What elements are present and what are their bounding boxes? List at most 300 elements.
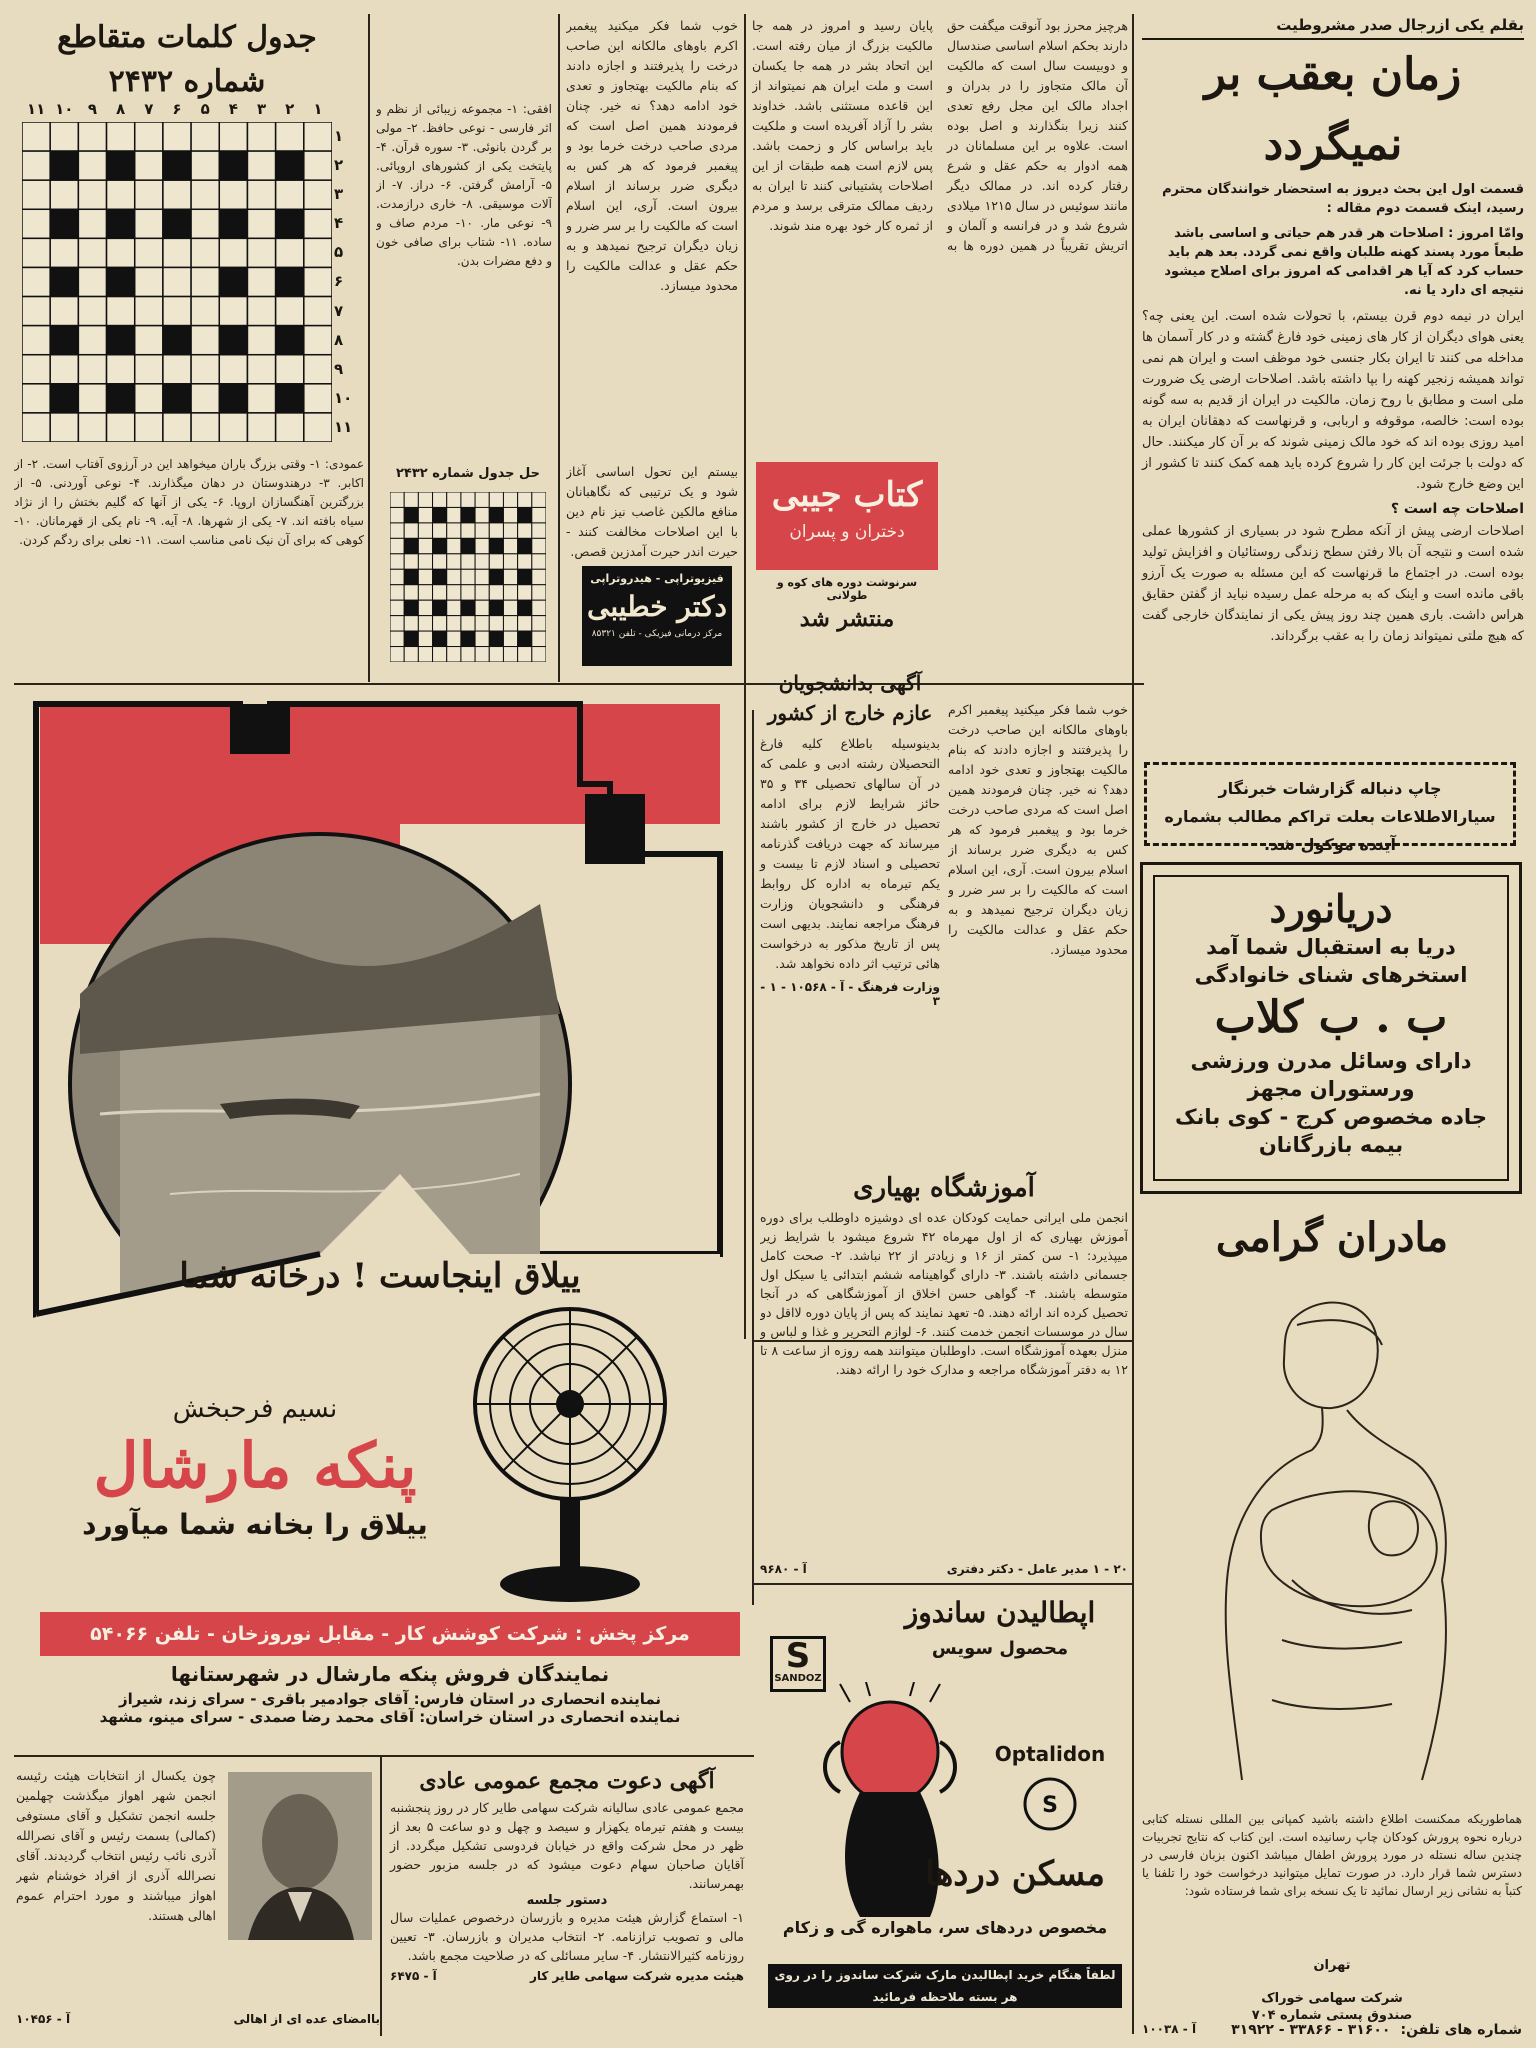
solution-cell <box>532 585 546 600</box>
solution-cell <box>390 631 404 646</box>
solution-cell <box>475 507 489 522</box>
crossword-cell[interactable] <box>276 209 304 238</box>
solution-cell <box>447 600 461 615</box>
solution-cell <box>503 538 517 553</box>
crossword-cell[interactable] <box>135 122 163 151</box>
crossword-cell[interactable] <box>78 297 106 326</box>
notice-box <box>1144 762 1516 854</box>
crossword-cell[interactable] <box>304 384 332 413</box>
solution-cell <box>447 647 461 662</box>
crossword-cell[interactable] <box>22 355 50 384</box>
crossword-cell[interactable] <box>191 122 219 151</box>
solution-cell <box>489 523 503 538</box>
crossword-cell[interactable] <box>135 267 163 296</box>
crossword-cell[interactable] <box>22 413 50 442</box>
solution-cell <box>503 585 517 600</box>
crossword-cell[interactable] <box>107 413 135 442</box>
crossword-cell[interactable] <box>135 180 163 209</box>
crossword-cell[interactable] <box>276 267 304 296</box>
solution-cell <box>447 585 461 600</box>
crossword-cell[interactable] <box>107 180 135 209</box>
crossword-cell[interactable] <box>191 297 219 326</box>
crossword-cell[interactable] <box>22 238 50 267</box>
rule <box>752 710 754 1605</box>
meeting-body: مجمع عمومی عادی سالیانه شرکت سهامی طایر کار در روز پنجشنبه بیست و هفتم تیرماه یکهزار و سیصد و چهل و دو ساعت ۵ بعد از ظهر در محل شرکت واقع در خیابان فردوسی تشکیل میگردد. از آقایان صاحبان سهام دعوت میشود که در جلسه مزبور حضور بهمرسانند. <box>390 1800 745 1891</box>
school-title: آموزشگاه بهیاری <box>853 1173 1035 1203</box>
crossword-cell[interactable] <box>22 384 50 413</box>
crossword-cell[interactable] <box>247 267 275 296</box>
crossword-cell[interactable] <box>107 355 135 384</box>
crossword-cell[interactable] <box>78 384 106 413</box>
svg-text:S: S <box>1042 1793 1058 1818</box>
article-closing-text: بیستم این تحول اساسی آغاز شود و یک ترتیبی که نگاهبانان منافع مالکین غاصب نیز نام دین با این اصلاحات مخالفت کنند - حیرت اندر حیرت آمدزین قصص. <box>566 464 738 559</box>
solution-cell <box>447 554 461 569</box>
solution-cell <box>475 600 489 615</box>
solution-cell <box>404 600 418 615</box>
crossword-cell[interactable] <box>219 151 247 180</box>
crossword-cell[interactable] <box>304 209 332 238</box>
crossword-cell[interactable] <box>135 355 163 384</box>
article-body-3: خوب شما فکر میکنید پیغمبر اکرم باوهای مالکانه این صاحب درخت را پذیرفتند و اجازه دادند که بنام مالکیت بهتجاوز و تعدی خود ادامه دهد؟ نه خیر. چنان فرمودند همین اصل است که مردی صاحب درخت خرما بود و پیغمبر فرمود که هر کس به دیگری ضرر برساند از اسلام بیرون است. آری، این اسلام است که مالکیت را بر سر ضرر و زیان دیگران ترجیح نمیدهد و به حکم عقل و عدالت مالکیت را محدود میسازد. <box>948 702 1128 957</box>
rule <box>14 1755 754 1757</box>
crossword-cell[interactable] <box>219 326 247 355</box>
crossword-cell[interactable] <box>247 180 275 209</box>
crossword-row-number: ۱۱ <box>334 417 353 436</box>
crossword-cell[interactable] <box>50 413 78 442</box>
crossword-cell[interactable] <box>247 238 275 267</box>
crossword-cell[interactable] <box>135 151 163 180</box>
crossword-cell[interactable] <box>276 297 304 326</box>
crossword-cell[interactable] <box>304 180 332 209</box>
solution-cell <box>461 631 475 646</box>
crossword-cell[interactable] <box>219 180 247 209</box>
crossword-cell[interactable] <box>50 238 78 267</box>
solution-cell <box>404 507 418 522</box>
sandoz-pill-icon <box>1022 1776 1078 1832</box>
editorial-lead: قسمت اول این بحث دیروز به استحضار خوانندگان محترم رسید، اینک قسمت دوم مقاله : <box>1162 182 1524 216</box>
meeting-agenda: ۱- استماع گزارش هیئت مدیره و بازرسان درخصوص عملیات سال مالی و تصویب ترازنامه. ۲- انتخاب مدیران و بازرسان. ۳- تعیین روزنامه کثیرالانتشار. ۴- سایر مسائلی که در صلاحیت مجمع باشد. <box>390 1910 744 1963</box>
pocket-books-sub: سرنوشت دوره های کوه و طولانی <box>776 576 918 602</box>
darianvard-ad <box>1140 862 1522 1194</box>
mothers-title: مادران گرامی <box>1215 1214 1449 1261</box>
crossword-cell[interactable] <box>276 384 304 413</box>
solution-cell <box>390 585 404 600</box>
crossword-cell[interactable] <box>247 297 275 326</box>
solution-cell <box>418 616 432 631</box>
solution-cell <box>489 600 503 615</box>
school-code: آ - ۹۶۸۰ <box>760 1562 807 1576</box>
crossword-cell[interactable] <box>191 355 219 384</box>
darianvard-title: دریانورد <box>1269 886 1393 931</box>
crossword-cell[interactable] <box>191 326 219 355</box>
rule <box>380 1756 382 2036</box>
rule <box>752 1583 1132 1585</box>
students-body: بدینوسیله باطلاع کلیه فارغ التحصیلان رشته ادبی و علمی که در آن سالهای تحصیلی ۳۴ و ۳۵ حائز شرایط لازم برای ادامه تحصیل در خارج از کشور باشند میرساند که جهت دریافت گذرنامه تحصیلی و اسناد لازم تا بیست و یکم تیرماه به اداره کل روابط فرهنگی و دانشجویان وزارت فرهنگ مراجعه نمایند. بدیهی است پس از تاریخ مذکور به درخواست هائی ترتیب اثر داده نخواهد شد. <box>760 736 941 971</box>
crossword-cell[interactable] <box>219 267 247 296</box>
crossword-row-number: ۸ <box>334 330 344 349</box>
fan-rep: نماینده انحصاری در استان فارس: آقای جوادمیر باقری - سرای زند، شیراز <box>118 1690 662 1708</box>
article-column <box>566 16 738 336</box>
article-body-2: خوب شما فکر میکنید پیغمبر اکرم باوهای مالکانه این صاحب درخت را پذیرفتند و اجازه دادند که بنام مالکیت بهتجاوز و تعدی خود ادامه دهد؟ نه خیر. چنان فرمودند همین اصل است که مردی صاحب درخت خرما بود و پیغمبر فرمود که هر کس به دیگری ضرر برساند از اسلام بیرون است. آری، این اسلام است که مالکیت را بر سر ضرر و زیان دیگران ترجیح نمیدهد و به حکم عقل و عدالت مالکیت را محدود میسازد. <box>566 18 738 293</box>
solution-cell <box>518 585 532 600</box>
solution-cell <box>489 585 503 600</box>
solution-cell <box>518 507 532 522</box>
crossword-cell[interactable] <box>22 151 50 180</box>
solution-cell <box>461 616 475 631</box>
crossword-cell[interactable] <box>22 297 50 326</box>
crossword-cell[interactable] <box>78 122 106 151</box>
rule <box>368 14 370 682</box>
doctor-specialty: فیزیوتراپی - هیدروتراپی <box>590 572 724 585</box>
pocket-books-banner <box>756 462 938 570</box>
crossword-cell[interactable] <box>107 151 135 180</box>
crossword-cell[interactable] <box>163 151 191 180</box>
notice-text: چاپ دنباله گزارشات خبرنگار سیارالاطلاعات بعلت تراکم مطالب بشماره آینده موکول شد. <box>1164 779 1496 854</box>
solution-cell <box>503 631 517 646</box>
crossword-column-number: ۱۰ <box>55 100 74 118</box>
solution-cell <box>404 523 418 538</box>
crossword-cell[interactable] <box>78 151 106 180</box>
crossword-cell[interactable] <box>163 180 191 209</box>
solution-cell <box>503 492 517 507</box>
solution-cell <box>532 600 546 615</box>
fan-brand: پنکه مارشال <box>93 1429 417 1502</box>
crossword-column-number: ۸ <box>116 100 126 118</box>
solution-cell <box>433 647 447 662</box>
solution-cell <box>475 616 489 631</box>
crossword-cell[interactable] <box>78 238 106 267</box>
crossword-cell[interactable] <box>50 151 78 180</box>
meeting-title: آگهی دعوت مجمع عمومی عادی <box>419 1768 715 1794</box>
crossword-cell[interactable] <box>163 267 191 296</box>
crossword-cell[interactable] <box>50 326 78 355</box>
solution-cell <box>489 631 503 646</box>
crossword-cell[interactable] <box>247 209 275 238</box>
crossword-column-number: ۴ <box>228 100 238 118</box>
fan-distributor: مرکز پخش : شرکت کوشش کار - مقابل نوروزخان - تلفن ۵۴۰۶۶ <box>40 1612 740 1656</box>
solution-cell <box>489 554 503 569</box>
crossword-cell[interactable] <box>247 151 275 180</box>
crossword-cell[interactable] <box>191 238 219 267</box>
darianvard-line: بیمه بازرگانان <box>1258 1133 1404 1157</box>
crossword-cell[interactable] <box>276 122 304 151</box>
solution-cell <box>503 554 517 569</box>
solution-cell <box>390 507 404 522</box>
solution-cell <box>518 647 532 662</box>
crossword-cell[interactable] <box>276 355 304 384</box>
crossword-cell[interactable] <box>135 209 163 238</box>
solution-cell <box>518 631 532 646</box>
crossword-cell[interactable] <box>163 238 191 267</box>
crossword-cell[interactable] <box>219 384 247 413</box>
crossword-cell[interactable] <box>22 267 50 296</box>
school-body: انجمن ملی ایرانی حمایت کودکان عده ای دوشیزه داوطلب برای دوره آموزش بهیاری که از اول مهرماه ۴۲ شروع میشود با شرایط زیر میپذیرد: ۱- سن کمتر از ۱۶ و زیادتر از ۲۲ نباشد. ۲- صحت کامل جسمانی داشته باشند. ۳- دارای گواهینامه ششم ابتدائی یا سیکل اول متوسطه باشند. ۴- گواهی حسن اخلاق از آموزشگاهی که در آنجا تحصیل کرده اند ارائه دهند. ۵- تعهد نمایند که پس از پایان دوره لااقل دو سال در موسسات انجمن خدمت کنند. ۶- لوازم التحریر و غذا و لباس و منزل بعهده آموزشگاه است. داوطلبان میتوانند همه روزه از ساعت ۸ تا ۱۲ به دفتر آموزشگاه مراجعه و مدارک خود را ارائه دهند. <box>760 1210 1128 1377</box>
crossword-cell[interactable] <box>135 413 163 442</box>
sandoz-footer: لطفاً هنگام خرید اپطالیدن مارک شرکت ساندوز را در روی هر بسته ملاحظه فرمائید <box>768 1964 1122 2008</box>
crossword-cell[interactable] <box>135 384 163 413</box>
solution-cell <box>461 569 475 584</box>
crossword-cell[interactable] <box>219 209 247 238</box>
crossword-cell[interactable] <box>276 238 304 267</box>
fan-tagline-bottom: ییلاق را بخانه شما میآورد <box>82 1508 428 1541</box>
rule <box>558 14 560 682</box>
crossword-cell[interactable] <box>107 297 135 326</box>
crossword-cell[interactable] <box>163 326 191 355</box>
solution-cell <box>418 569 432 584</box>
crossword-cell[interactable] <box>22 180 50 209</box>
solution-cell <box>475 523 489 538</box>
crossword-cell[interactable] <box>50 297 78 326</box>
solution-cell <box>433 631 447 646</box>
crossword-row-number: ۹ <box>334 359 344 378</box>
crossword-cell[interactable] <box>22 326 50 355</box>
sandoz-logo-mark: S <box>785 1636 811 1676</box>
crossword-row-number: ۶ <box>334 272 344 291</box>
school-ad <box>760 1168 1128 1576</box>
crossword-cell[interactable] <box>163 297 191 326</box>
solution-cell <box>475 631 489 646</box>
meeting-agenda-title: دستور جلسه <box>526 1893 608 1908</box>
doctor-name: دکتر خطیبی <box>587 590 727 623</box>
crossword-cell[interactable] <box>78 209 106 238</box>
crossword-cell[interactable] <box>191 209 219 238</box>
crossword-cell[interactable] <box>78 267 106 296</box>
sandoz-logo-text: SANDOZ <box>774 1673 822 1684</box>
crossword-cell[interactable] <box>50 267 78 296</box>
sandoz-title: اپطالیدن ساندوز <box>904 1596 1096 1629</box>
solution-cell <box>489 492 503 507</box>
solution-cell <box>433 538 447 553</box>
solution-cell <box>404 538 418 553</box>
solution-cell <box>475 492 489 507</box>
solution-cell <box>489 616 503 631</box>
solution-cell <box>418 554 432 569</box>
solution-cell <box>433 569 447 584</box>
solution-cell <box>461 647 475 662</box>
solution-cell <box>418 538 432 553</box>
crossword-column-number: ۲ <box>285 100 295 118</box>
solution-cell <box>489 569 503 584</box>
solution-cell <box>390 647 404 662</box>
solution-cell <box>418 492 432 507</box>
solution-cell <box>433 585 447 600</box>
solution-cell <box>503 507 517 522</box>
solution-cell <box>390 492 404 507</box>
crossword-row-number: ۳ <box>334 185 344 204</box>
school-footer: ۲۰ - ۱ مدیر عامل - دکتر دفتری <box>946 1562 1128 1576</box>
crossword-cell[interactable] <box>247 384 275 413</box>
solution-cell <box>461 492 475 507</box>
vertical-clues: عمودی: ۱- وقتی بزرگ باران میخواهد این در آرزوی آفتاب است. ۲- از اکابر. ۳- درهندوستان در دهان میگذارند. ۴- نوعی آوردنی. ۵- از بزرگترین آهنگسازان اروپا. ۶- یکی از آنها که گلیم بختش را از نژاد سیاه بافته اند. ۷- یکی از شهرها. ۸- آیه. ۹- نام یکی از قهرمانان. ۱۰- کوهی که برای آن نیک نامی مناسب است. ۱۱- نعلی برای ردگم کردن. <box>14 457 364 547</box>
crossword-cell[interactable] <box>107 238 135 267</box>
crossword-cell[interactable] <box>107 267 135 296</box>
crossword-cell[interactable] <box>22 209 50 238</box>
solution-cell <box>461 538 475 553</box>
sandoz-line: مخصوص دردهای سر، ماهواره گی و زکام <box>782 1918 1108 1937</box>
fan-reps-title: نمایندگان فروش پنکه مارشال در شهرستانها <box>170 1662 610 1686</box>
crossword-cell[interactable] <box>247 326 275 355</box>
crossword-row-numbers <box>334 122 358 442</box>
solution-cell <box>461 585 475 600</box>
solution-cell <box>532 538 546 553</box>
crossword-cell[interactable] <box>50 180 78 209</box>
crossword-cell[interactable] <box>219 122 247 151</box>
crossword-cell[interactable] <box>107 209 135 238</box>
meeting-code: آ - ۶۴۷۵ <box>390 1969 437 1983</box>
fan-slogan: ییلاق اینجاست ! درخانه شما <box>179 1256 581 1296</box>
crossword-cell[interactable] <box>276 413 304 442</box>
crossword-cell[interactable] <box>163 384 191 413</box>
solution-cell <box>390 569 404 584</box>
solution-cell <box>447 507 461 522</box>
solution-cell <box>404 569 418 584</box>
solution-cell <box>489 507 503 522</box>
crossword-cell[interactable] <box>276 151 304 180</box>
crossword-column-numbers <box>22 100 348 124</box>
crossword-cell[interactable] <box>78 180 106 209</box>
solution-cell <box>503 600 517 615</box>
crossword-cell[interactable] <box>247 355 275 384</box>
solution-cell <box>390 554 404 569</box>
solution-cell <box>532 647 546 662</box>
crossword-cell[interactable] <box>219 355 247 384</box>
article-column-3 <box>948 700 1128 1160</box>
crossword-cell[interactable] <box>107 384 135 413</box>
crossword-column-number: ۹ <box>87 100 98 118</box>
editorial-body-2: اصلاحات ارضی پیش از آنکه مطرح شود در بسیاری از کشورها عملی شده است و نتیجه آن بالا رفتن سطح زندگی روستائیان و افزایش تولید بوده است. در اجتماع ما قرنهاست که این مسئله به صورت یک آرزو باقی مانده است و اینک که به مرحله عمل رسیده نباید از گفتن حقایق هراس داشت. باری همین چند روز پیش یکی از نمایندگان خارجی گفت که هیچ ملتی نمیتواند زمان را به عقب برگرداند. <box>1142 524 1524 644</box>
crossword-cell[interactable] <box>78 413 106 442</box>
crossword-cell[interactable] <box>247 122 275 151</box>
crossword-cell[interactable] <box>304 122 332 151</box>
solution-cell <box>532 523 546 538</box>
crossword-cell[interactable] <box>219 297 247 326</box>
crossword-cell[interactable] <box>219 238 247 267</box>
crossword-cell[interactable] <box>135 326 163 355</box>
rule <box>1132 14 1134 2034</box>
crossword-cell[interactable] <box>50 384 78 413</box>
crossword-cell[interactable] <box>247 413 275 442</box>
students-title: آگهی بدانشجویان عازم خارج از کشور <box>767 671 933 725</box>
solution-cell <box>475 647 489 662</box>
solution-cell <box>518 492 532 507</box>
doctor-ad <box>582 566 732 666</box>
crossword-row-number: ۵ <box>334 243 344 262</box>
solution-cell <box>433 523 447 538</box>
crossword-cell[interactable] <box>304 355 332 384</box>
students-ad <box>760 668 940 1008</box>
solution-cell <box>390 616 404 631</box>
mothers-body: هماطوریکه ممکنست اطلاع داشته باشید کمپانی بین المللی نستله کتابی درباره نحوه پرورش کودکان چاپ رسانیده است. این کتاب که نتایج تجربیات چندین ساله نستله در مورد پرورش اطفال میباشد اکنون بزبان فارسی در دسترس شما قرار دارد. در صورت تمایل میتوانید درخواست خود را تلفنا یا کتباً به نشانی زیر ارسال نمائید تا یک نسخه برای شما فرستاده شود: <box>1142 1812 1522 1898</box>
crossword-cell[interactable] <box>107 326 135 355</box>
article-closing <box>566 462 738 572</box>
crossword-cell[interactable] <box>163 209 191 238</box>
crossword-cell[interactable] <box>135 238 163 267</box>
editorial-subhead-2: اصلاحات چه است ؟ <box>1390 501 1524 517</box>
mothers-address <box>1142 1990 1522 2024</box>
darianvard-line: جاده مخصوص کرج - کوی بانک <box>1175 1105 1487 1129</box>
crossword-cell[interactable] <box>78 355 106 384</box>
crossword-cell[interactable] <box>304 413 332 442</box>
darianvard-line: استخرهای شنای خانوادگی <box>1194 963 1468 987</box>
crossword-row-number: ۱ <box>334 127 344 145</box>
ad-code: آ - ۱۰۰۳۸ <box>1142 2022 1197 2036</box>
solution-grid <box>390 492 546 662</box>
crossword-cell[interactable] <box>304 297 332 326</box>
portrait-photo <box>228 1772 372 1940</box>
sandoz-headline: مسکن دردها <box>924 1854 1106 1894</box>
solution-cell <box>404 616 418 631</box>
solution-cell <box>433 600 447 615</box>
fan-brand-block <box>40 1394 470 1541</box>
crossword-cell[interactable] <box>304 238 332 267</box>
crossword-title: جدول کلمات متقاطع شماره ۲۴۳۲ <box>57 20 317 99</box>
crossword-column-number: ۵ <box>200 100 210 118</box>
solution-cell <box>418 647 432 662</box>
crossword-cell[interactable] <box>276 180 304 209</box>
crossword-grid[interactable] <box>22 122 332 442</box>
solution-cell <box>447 569 461 584</box>
fan-illustration <box>460 1294 680 1614</box>
crossword-cell[interactable] <box>135 297 163 326</box>
crossword-row-number: ۴ <box>334 214 344 233</box>
pocket-books-status: منتشر شد <box>799 606 895 632</box>
crossword-cell[interactable] <box>304 267 332 296</box>
solution-cell <box>390 600 404 615</box>
mothers-phones <box>1142 2022 1522 2038</box>
fan-reps <box>40 1662 740 1726</box>
crossword-column-number: ۱ <box>313 100 323 118</box>
crossword-cell[interactable] <box>191 180 219 209</box>
solution-cell <box>518 538 532 553</box>
darianvard-line: ورستوران مجهز <box>1247 1077 1415 1101</box>
meeting-ad <box>390 1764 744 1983</box>
crossword-cell[interactable] <box>50 209 78 238</box>
crossword-cell[interactable] <box>191 384 219 413</box>
crossword-row-number: ۲ <box>334 156 344 175</box>
crossword-cell[interactable] <box>50 355 78 384</box>
crossword-column-number: ۶ <box>172 100 182 118</box>
pocket-books-logo: کتاب جیبی <box>771 475 923 515</box>
crossword-cell[interactable] <box>107 122 135 151</box>
crossword-cell[interactable] <box>78 326 106 355</box>
crossword-cell[interactable] <box>276 326 304 355</box>
solution-cell <box>489 647 503 662</box>
crossword-cell[interactable] <box>191 267 219 296</box>
meeting-footer-row <box>390 1969 744 1983</box>
council-signature: باامضای عده ای از اهالی <box>233 2012 380 2026</box>
crossword-cell[interactable] <box>163 355 191 384</box>
crossword-cell[interactable] <box>304 151 332 180</box>
crossword-cell[interactable] <box>191 413 219 442</box>
solution-cell <box>390 523 404 538</box>
solution-cell <box>447 538 461 553</box>
crossword-cell[interactable] <box>191 151 219 180</box>
school-footer-row <box>760 1562 1128 1576</box>
crossword-cell[interactable] <box>219 413 247 442</box>
crossword-cell[interactable] <box>163 122 191 151</box>
crossword-cell[interactable] <box>163 413 191 442</box>
crossword-cell[interactable] <box>50 122 78 151</box>
doctor-address: مرکز درمانی فیزیکی - تلفن ۸۵۳۲۱ <box>591 629 723 639</box>
crossword-cell[interactable] <box>22 122 50 151</box>
solution-cell <box>518 600 532 615</box>
solution-cell <box>404 492 418 507</box>
pocket-books-tag: دختران و پسران <box>789 522 905 542</box>
solution-title: حل جدول شماره ۲۴۳۲ <box>395 466 541 481</box>
crossword-cell[interactable] <box>304 326 332 355</box>
crossword-horizontal <box>376 100 552 440</box>
solution-cell <box>418 523 432 538</box>
